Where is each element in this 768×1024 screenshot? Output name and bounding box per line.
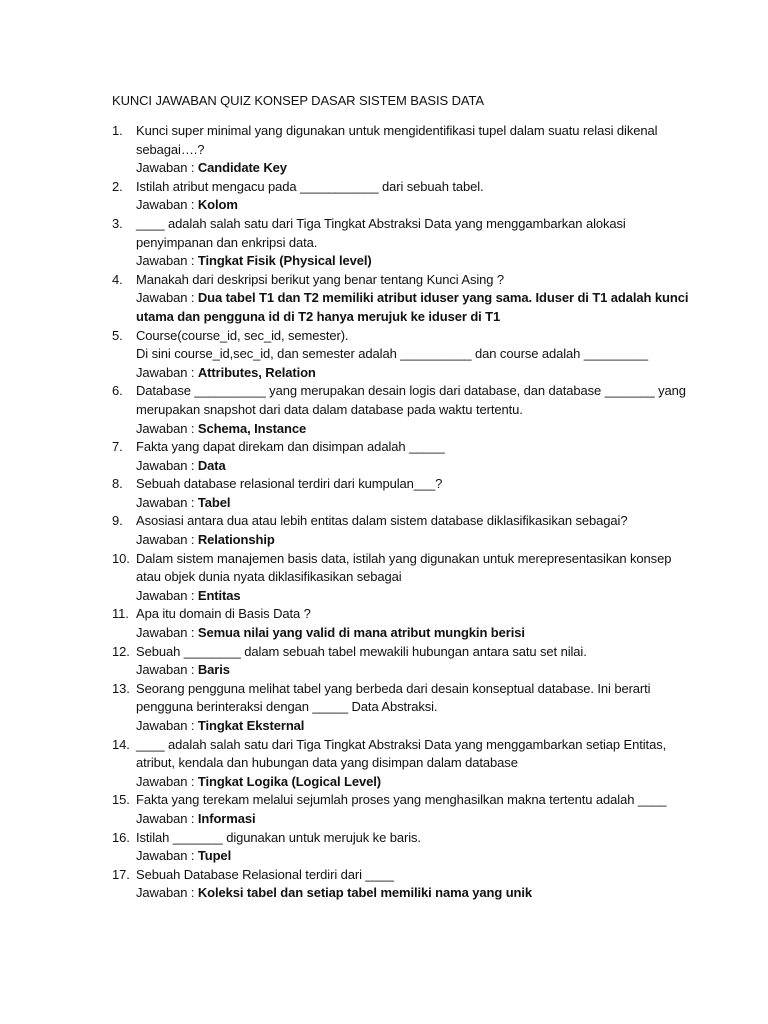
answer-text: Tupel: [197, 848, 232, 864]
answer-label: Jawaban :: [136, 885, 198, 901]
answer-line: [136, 457, 672, 476]
answer-text: Tabel: [197, 494, 231, 510]
question-item: [112, 680, 672, 736]
answer-label: Jawaban :: [136, 420, 198, 436]
question-number: 10.: [112, 550, 130, 566]
answer-text: Candidate Key: [197, 160, 287, 176]
question-text: Manakah dari deskripsi berikut yang benar tentang Kunci Asing ?: [136, 271, 505, 287]
answer-label: Jawaban :: [136, 662, 198, 678]
answer-label: Jawaban :: [136, 253, 198, 269]
question-list: [112, 122, 689, 903]
answer-text: Semua nilai yang valid di mana atribut mungkin berisi: [197, 625, 525, 641]
question-item: [112, 271, 689, 327]
answer-line: [136, 587, 672, 606]
answer-label: Jawaban :: [136, 457, 198, 473]
question-number: 3.: [112, 215, 123, 231]
question-text: Istilah _______ digunakan untuk merujuk ke baris.: [136, 829, 421, 845]
answer-line: [136, 364, 672, 383]
answer-line: [136, 289, 689, 308]
question-text: ____ adalah salah satu dari Tiga Tingkat Abstraksi Data yang menggambarkan setiap Entitas,: [136, 736, 667, 752]
question-item: [112, 122, 672, 178]
question-text: Course(course_id, sec_id, semester).: [136, 327, 349, 343]
answer-text: Informasi: [197, 810, 256, 826]
answer-label: Jawaban :: [136, 364, 198, 380]
question-item: [112, 382, 686, 438]
question-item: [112, 178, 672, 215]
question-item: [112, 215, 672, 271]
answer-text: Tingkat Fisik (Physical level): [197, 253, 372, 269]
answer-line: [136, 308, 672, 327]
answer-label: Jawaban :: [136, 625, 198, 641]
question-item: [112, 791, 672, 828]
question-item: [112, 512, 672, 549]
answer-label: Jawaban :: [136, 718, 198, 733]
question-text: merupakan snapshot dari data dalam database pada waktu tertentu.: [136, 401, 523, 417]
answer-line: [136, 420, 672, 439]
answer-text: Koleksi tabel dan setiap tabel memiliki nama yang unik: [197, 885, 533, 901]
answer-line: [136, 494, 672, 513]
answer-line: [136, 252, 672, 271]
answer-text: Baris: [197, 662, 230, 678]
answer-line: [136, 847, 672, 866]
answer-line: [136, 717, 672, 736]
question-item: [112, 438, 672, 475]
answer-line: [136, 624, 672, 643]
question-text: Dalam sistem manajemen basis data, istilah yang digunakan untuk merepresentasikan konsep: [136, 550, 672, 566]
question-text: sebagai….?: [136, 141, 205, 157]
answer-line: [136, 773, 672, 792]
question-text: penyimpanan dan enkripsi data.: [136, 234, 318, 250]
question-number: 1.: [112, 123, 123, 138]
question-number: 9.: [112, 513, 123, 529]
question-text: atribut, kendala dan hubungan data yang disimpan dalam database: [136, 755, 518, 771]
answer-label: Jawaban :: [136, 848, 198, 864]
question-number: 14.: [112, 736, 130, 752]
question-number: 16.: [112, 829, 130, 845]
answer-line: [136, 884, 672, 903]
question-item: [112, 327, 672, 383]
answer-label: Jawaban :: [136, 290, 198, 306]
answer-text: utama dan pengguna id di T2 hanya merujuk ke iduser di T1: [136, 308, 501, 324]
answer-label: Jawaban :: [136, 494, 198, 510]
document-title: KUNCI JAWABAN QUIZ KONSEP DASAR SISTEM BASIS DATA: [112, 93, 484, 108]
question-number: 4.: [112, 271, 123, 287]
question-text: pengguna berinteraksi dengan _____ Data Abstraksi.: [136, 699, 438, 715]
question-number: 7.: [112, 439, 123, 455]
answer-line: [136, 661, 672, 680]
answer-text: Attributes, Relation: [197, 364, 316, 380]
question-item: [112, 643, 672, 680]
question-item: [112, 550, 672, 606]
question-number: 5.: [112, 327, 123, 343]
answer-line: [136, 196, 672, 215]
question-number: 6.: [112, 383, 123, 399]
question-number: 11.: [112, 606, 129, 622]
question-item: [112, 736, 672, 792]
question-text: Database __________ yang merupakan desain logis dari database, dan database _______ yang: [136, 383, 686, 399]
answer-text: Relationship: [197, 532, 275, 548]
question-text: Asosiasi antara dua atau lebih entitas dalam sistem database diklasifikasikan sebagai?: [136, 513, 628, 529]
question-number: 2.: [112, 178, 123, 194]
answer-label: Jawaban :: [136, 810, 198, 826]
answer-text: Entitas: [197, 587, 241, 603]
answer-text: Tingkat Eksternal: [197, 718, 305, 733]
question-text: atau objek dunia nyata diklasifikasikan sebagai: [136, 569, 402, 585]
question-text: Sebuah database relasional terdiri dari kumpulan___?: [136, 476, 443, 492]
answer-label: Jawaban :: [136, 773, 198, 789]
question-text: Di sini course_id,sec_id, dan semester adalah __________ dan course adalah _________: [136, 346, 648, 362]
answer-label: Jawaban :: [136, 532, 198, 548]
question-text: Sebuah ________ dalam sebuah tabel mewakili hubungan antara satu set nilai.: [136, 643, 587, 659]
answer-text: Tingkat Logika (Logical Level): [197, 773, 382, 789]
answer-label: Jawaban :: [136, 587, 198, 603]
answer-label: Jawaban :: [136, 197, 198, 213]
question-number: 8.: [112, 476, 123, 492]
question-text: Kunci super minimal yang digunakan untuk mengidentifikasi tupel dalam suatu relasi dikenal: [136, 123, 658, 138]
question-text: ____ adalah salah satu dari Tiga Tingkat Abstraksi Data yang menggambarkan alokasi: [136, 215, 626, 231]
answer-text: Schema, Instance: [197, 420, 307, 436]
answer-line: [136, 531, 672, 550]
answer-text: Dua tabel T1 dan T2 memiliki atribut iduser yang sama. Iduser di T1 adalah kunci: [197, 290, 689, 306]
question-item: [112, 475, 672, 512]
question-item: [112, 605, 672, 642]
question-text: Seorang pengguna melihat tabel yang berbeda dari desain konseptual database. Ini berarti: [136, 680, 651, 696]
question-text: Fakta yang terekam melalui sejumlah proses yang menghasilkan makna tertentu adalah ____: [136, 792, 667, 808]
question-item: [112, 866, 672, 903]
question-item: [112, 829, 672, 866]
question-text: Apa itu domain di Basis Data ?: [136, 606, 311, 622]
answer-line: [136, 159, 672, 178]
question-text: Istilah atribut mengacu pada ___________ dari sebuah tabel.: [136, 178, 484, 194]
question-number: 15.: [112, 792, 130, 808]
answer-label: Jawaban :: [136, 160, 198, 176]
answer-text: Data: [197, 457, 226, 473]
question-text: Fakta yang dapat direkam dan disimpan adalah _____: [136, 439, 445, 455]
answer-text: Kolom: [197, 197, 238, 213]
question-text: Sebuah Database Relasional terdiri dari ____: [136, 866, 394, 882]
answer-line: [136, 810, 672, 829]
question-number: 17.: [112, 866, 130, 882]
question-number: 12.: [112, 643, 130, 659]
question-number: 13.: [112, 680, 130, 696]
